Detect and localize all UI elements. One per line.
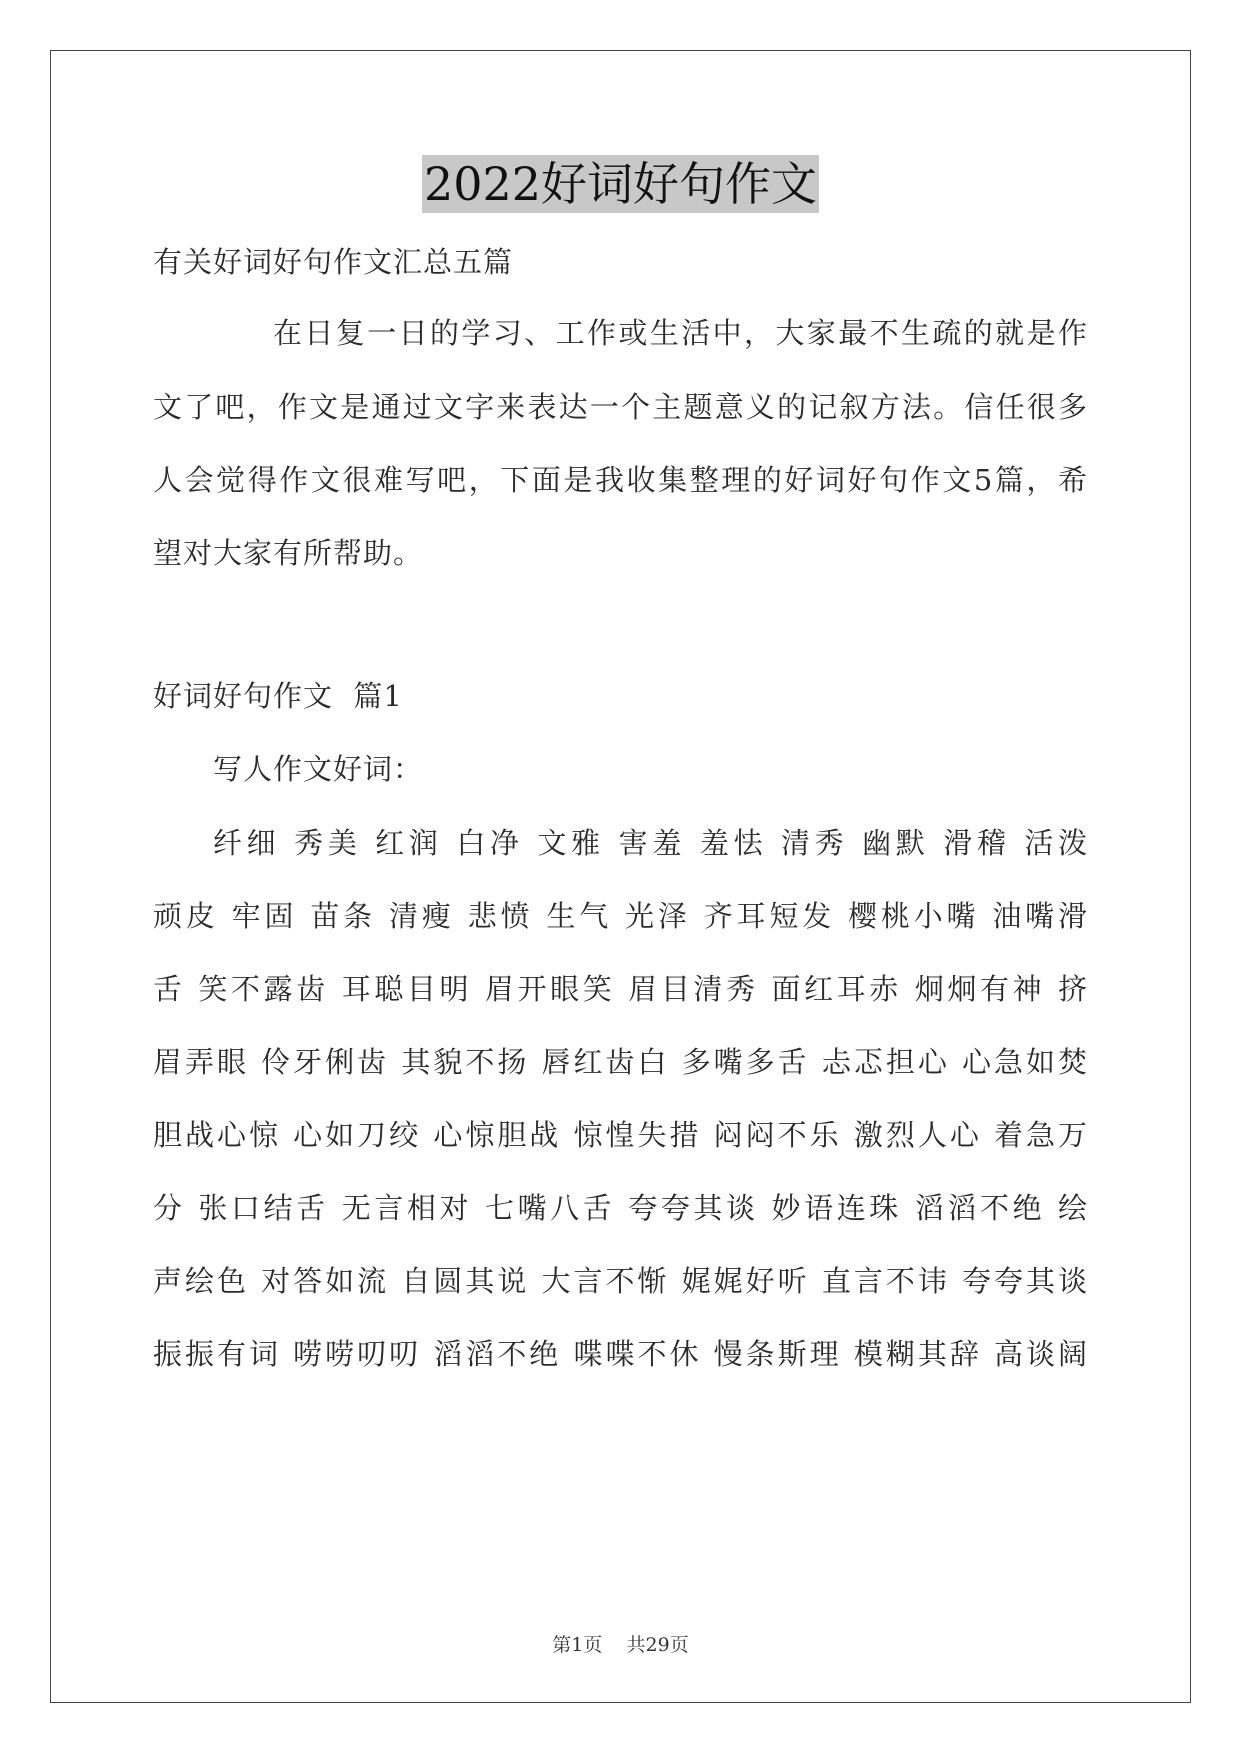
word-list-line: 顽皮 牢固 苗条 清瘦 悲愤 生气 光泽 齐耳短发 樱桃小嘴 油嘴滑 [153,899,1088,933]
section-heading: 好词好句作文 篇1 [153,679,403,713]
document-subtitle: 有关好词好句作文汇总五篇 [153,245,514,279]
word-list-line: 振振有词 唠唠叨叨 滔滔不绝 喋喋不休 慢条斯理 模糊其辞 高谈阔 [153,1337,1088,1371]
intro-paragraph-line: 文了吧，作文是通过文字来表达一个主题意义的记叙方法。信任很多 [153,390,1088,424]
word-list-line: 纤细 秀美 红润 白净 文雅 害羞 羞怯 清秀 幽默 滑稽 活泼 [213,826,1088,860]
word-list-line: 胆战心惊 心如刀绞 心惊胆战 惊惶失措 闷闷不乐 激烈人心 着急万 [153,1118,1088,1152]
page-footer: 第1页 共29页 [552,1634,689,1656]
intro-paragraph-line: 望对大家有所帮助。 [153,536,424,570]
page-border [50,50,1191,1703]
document-title [0,155,1241,213]
word-list-line: 眉弄眼 伶牙俐齿 其貌不扬 唇红齿白 多嘴多舌 忐忑担心 心急如焚 [153,1045,1088,1079]
intro-paragraph-line: 在日复一日的学习、工作或生活中，大家最不生疏的就是作 [273,316,1088,350]
intro-paragraph-line: 人会觉得作文很难写吧，下面是我收集整理的好词好句作文5篇，希 [153,463,1088,497]
word-list-line: 声绘色 对答如流 自圆其说 大言不惭 娓娓好听 直言不讳 夸夸其谈 [153,1264,1088,1298]
subheading: 写人作文好词： [213,752,424,786]
word-list-line: 分 张口结舌 无言相对 七嘴八舌 夸夸其谈 妙语连珠 滔滔不绝 绘 [153,1191,1088,1225]
word-list-line: 舌 笑不露齿 耳聪目明 眉开眼笑 眉目清秀 面红耳赤 炯炯有神 挤 [153,972,1088,1006]
document-title-text: 2022好词好句作文 [423,157,818,211]
